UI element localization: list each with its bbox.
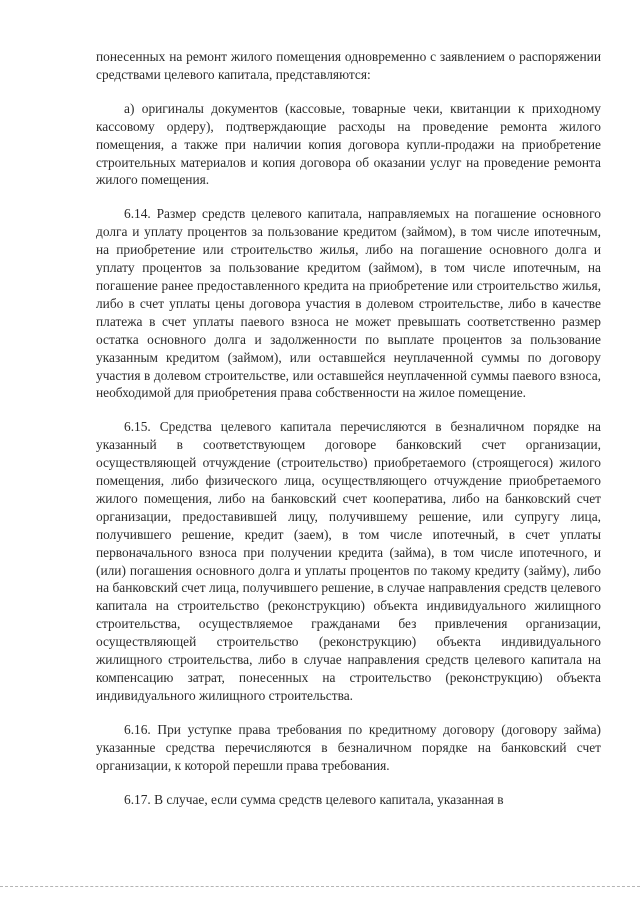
paragraph-6-16: 6.16. При уступке права требования по кредитному договору (договору займа) указанные средства перечисляются в безналичном порядке на банковский счет организации, к которой перешли права требования.	[96, 721, 601, 773]
page-bottom-divider	[0, 886, 640, 887]
paragraph-6-15: 6.15. Средства целевого капитала перечисляются в безналичном порядке на указанный в соответствующем договоре банковский счет организации, осуществляющей отчуждение (строительство) приобретаемого (строящегося) жилого помещения, либо физического лица, осуществляющего отчуждение приобретаемого жилого помещения, либо на банковский счет кооператива, либо на банковский счет организации, предоставившей лицу, получившему решение, или супругу лица, получившего решение, кредит (заем), в том числе ипотечный, в счет уплаты первоначального взноса при получении кредита (займа), в том числе ипотечного, и (или) погашения основного долга и уплаты процентов по такому кредиту (займу), либо на банковский счет лица, получившего решение, в случае направления средств целевого капитала на строительство (реконструкцию) объекта индивидуального жилищного строительства, осуществляемое гражданами без привлечения организации, осуществляющей строительство (реконструкцию) объекта индивидуального жилищного строительства, либо в случае направления средств целевого капитала на компенсацию затрат, понесенных на строительство (реконструкцию) объекта индивидуального жилищного строительства.	[96, 419, 601, 703]
paragraph-item-a: а) оригиналы документов (кассовые, товарные чеки, квитанции к приходному кассовому ордеру), подтверждающие расходы на проведение ремонта жилого помещения, а также при наличии копия договора купли-продажи на приобретение строительных материалов и копия договора об оказании услуг на проведение ремонта жилого помещения.	[96, 100, 601, 188]
paragraph-continuation: понесенных на ремонт жилого помещения одновременно с заявлением о распоряжении средствами целевого капитала, представляются:	[96, 49, 601, 82]
paragraph-6-14: 6.14. Размер средств целевого капитала, направляемых на погашение основного долга и уплату процентов за пользование кредитом (займом), в том числе ипотечным, на приобретение или строительство жилья, либо на погашение основного долга и уплату процентов за пользование кредитом (займом), в том числе ипотечным, на погашение ранее предоставленного кредита на приобретение или строительство жилья, либо в счет уплаты цены договора участия в долевом строительстве, либо в качестве платежа в счет уплаты паевого взноса не может превышать соответственно размер остатка основного долга и задолженности по выплате процентов за пользование указанным кредитом (займом), или оставшейся неуплаченной суммы по договору участия в долевом строительстве, или оставшейся неуплаченной суммы паевого взноса, необходимой для приобретения права собственности на жилое помещение.	[96, 206, 601, 401]
paragraph-6-17: 6.17. В случае, если сумма средств целевого капитала, указанная в	[124, 791, 504, 807]
document-body	[96, 48, 601, 808]
